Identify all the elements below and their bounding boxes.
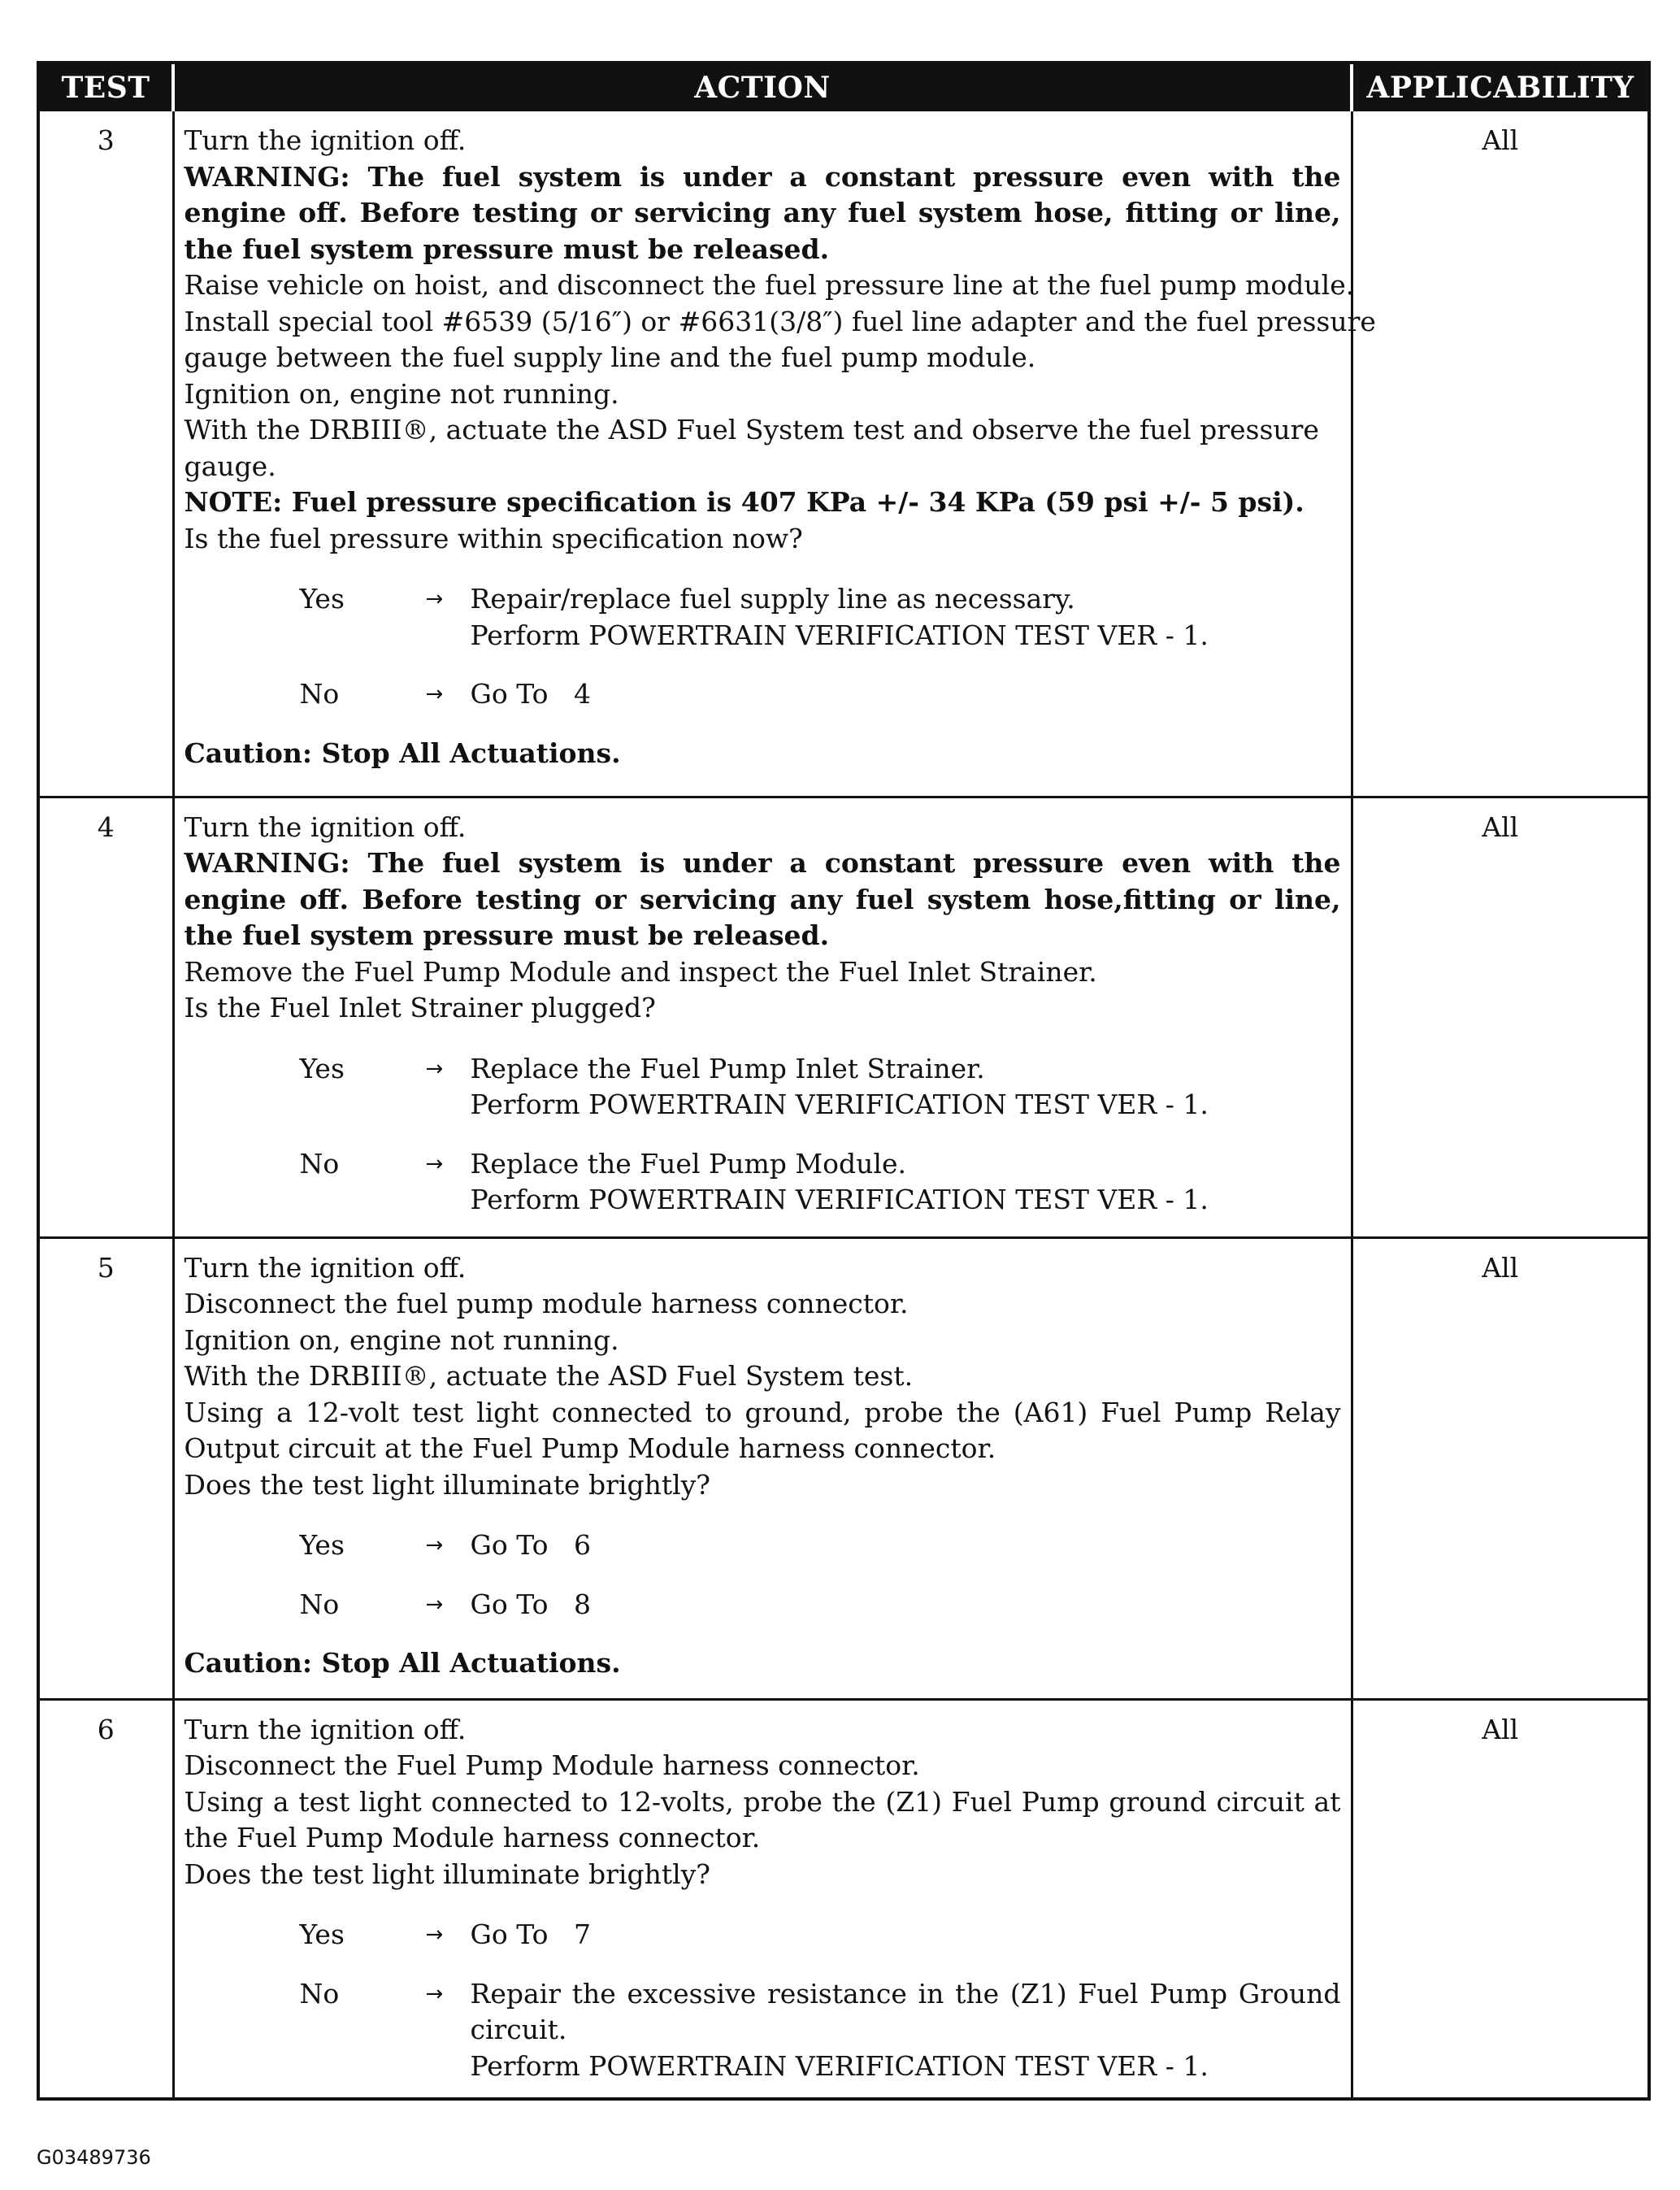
- action-line: Disconnect the Fuel Pump Module harness connector.: [184, 1749, 920, 1781]
- action-line: Raise vehicle on hoist, and disconnect the fuel pressure line at the fuel pump module.: [184, 269, 1355, 301]
- right-arrow-icon: →: [425, 1533, 444, 1558]
- result-line: Repair/replace fuel supply line as necessary.: [470, 583, 1075, 615]
- action-line: Turn the ignition off.: [184, 1713, 467, 1745]
- warning-line: engine off. Before testing or servicing any fuel system hose, fitting or line,: [184, 197, 1341, 228]
- question-line: Does the test light illuminate brightly?: [184, 1858, 710, 1890]
- no-label: No: [299, 1147, 340, 1180]
- action-cell: [173, 1237, 1352, 1699]
- no-text: Go To 8: [470, 1588, 591, 1620]
- test-number: 4: [40, 797, 173, 1237]
- header-action: ACTION: [173, 64, 1352, 111]
- caution-line: Caution: Stop All Actuations.: [184, 1647, 621, 1679]
- table-row-test-6: [40, 1699, 1647, 2097]
- action-line: Using a 12-volt test light connected to ground, probe the (A61) Fuel Pump Relay: [184, 1396, 1341, 1428]
- no-text: [471, 1976, 1341, 2085]
- yes-label: Yes: [299, 583, 345, 615]
- action-line: Turn the ignition off.: [184, 124, 467, 156]
- applicability-cell: All: [1352, 797, 1647, 1237]
- table-row-test-5: [40, 1237, 1647, 1699]
- yes-text: Go To 7: [470, 1918, 591, 1950]
- figure-id: G03489736: [37, 2146, 151, 2169]
- right-arrow-icon: →: [425, 1056, 444, 1081]
- question-line: Is the Fuel Inlet Strainer plugged?: [184, 992, 656, 1023]
- diagnostic-table: [40, 64, 1647, 2097]
- test-number: 3: [40, 111, 173, 797]
- yes-result: [300, 1917, 1341, 1953]
- applicability-cell: All: [1352, 1237, 1647, 1699]
- no-label: No: [299, 1977, 340, 2010]
- result-line: Perform POWERTRAIN VERIFICATION TEST VER - 1.: [470, 1184, 1209, 1215]
- yes-text: Go To 6: [470, 1529, 591, 1561]
- right-arrow-icon: →: [425, 1923, 444, 1947]
- result-line: circuit.: [470, 2014, 567, 2045]
- test-number: 6: [40, 1699, 173, 2097]
- yes-result: [300, 1051, 1341, 1123]
- result-line: Replace the Fuel Pump Inlet Strainer.: [470, 1052, 985, 1084]
- action-line: gauge.: [184, 450, 276, 482]
- no-text: Go To 4: [470, 678, 591, 710]
- yes-label: Yes: [299, 1918, 345, 1950]
- right-arrow-icon: →: [425, 1981, 444, 2006]
- result-line: Perform POWERTRAIN VERIFICATION TEST VER - 1.: [470, 619, 1209, 651]
- yes-result: [300, 1527, 1341, 1564]
- action-cell: [173, 1699, 1352, 2097]
- action-line: the Fuel Pump Module harness connector.: [184, 1822, 761, 1853]
- result-line: Perform POWERTRAIN VERIFICATION TEST VER - 1.: [470, 2049, 1209, 2082]
- action-line: gauge between the fuel supply line and the fuel pump module.: [184, 341, 1036, 373]
- no-result: [300, 1587, 1341, 1623]
- test-number: 5: [40, 1237, 173, 1699]
- applicability-cell: All: [1352, 1699, 1647, 2097]
- action-cell: [173, 797, 1352, 1237]
- no-result: [300, 1976, 1341, 2085]
- question-line: Is the fuel pressure within specification now?: [184, 522, 803, 554]
- warning-line: the fuel system pressure must be released.: [184, 919, 830, 951]
- action-line: Install special tool #6539 (5/16″) or #6631(3/8″) fuel line adapter and the fuel pressure: [184, 305, 1376, 337]
- action-line: Remove the Fuel Pump Module and inspect the Fuel Inlet Strainer.: [184, 955, 1097, 988]
- action-line: Turn the ignition off.: [184, 1251, 467, 1284]
- note-line: NOTE: Fuel pressure specification is 407 KPa +/- 34 KPa (59 psi +/- 5 psi).: [184, 486, 1304, 518]
- caution-line: Caution: Stop All Actuations.: [184, 737, 621, 769]
- question-line: Does the test light illuminate brightly?: [184, 1468, 710, 1501]
- applicability-cell: All: [1482, 124, 1519, 156]
- yes-label: Yes: [299, 1052, 345, 1084]
- action-cell: [173, 111, 1376, 797]
- right-arrow-icon: →: [425, 1592, 444, 1617]
- action-line: Using a test light connected to 12-volts, probe the (Z1) Fuel Pump ground circuit at: [184, 1785, 1341, 1818]
- no-result: [300, 676, 1341, 713]
- result-line: Replace the Fuel Pump Module.: [470, 1147, 906, 1180]
- yes-text: [471, 1051, 1341, 1123]
- result-line: Perform POWERTRAIN VERIFICATION TEST VER - 1.: [470, 1088, 1209, 1120]
- table-row-test-4: [40, 797, 1647, 1237]
- yes-text: [471, 581, 1341, 654]
- right-arrow-icon: →: [425, 1151, 444, 1176]
- warning-line: engine off. Before testing or servicing any fuel system hose,fitting or line,: [184, 883, 1341, 915]
- warning-line: WARNING: The fuel system is under a constant pressure even with the: [184, 160, 1341, 193]
- table-header-row: [40, 64, 1647, 111]
- action-line: Turn the ignition off.: [184, 810, 467, 843]
- action-line: Ignition on, engine not running.: [184, 377, 619, 410]
- yes-label: Yes: [299, 1529, 345, 1561]
- no-label: No: [299, 1588, 340, 1620]
- yes-result: [300, 581, 1341, 654]
- table-row-test-3: [40, 111, 1647, 797]
- warning-line: the fuel system pressure must be released.: [184, 232, 830, 265]
- no-result: [300, 1146, 1341, 1219]
- action-line: Disconnect the fuel pump module harness connector.: [184, 1288, 909, 1319]
- right-arrow-icon: →: [425, 682, 444, 706]
- result-line: Repair the excessive resistance in the (Z1) Fuel Pump Ground: [470, 1977, 1341, 2010]
- right-arrow-icon: →: [425, 587, 444, 611]
- action-line: Ignition on, engine not running.: [184, 1323, 619, 1356]
- no-label: No: [299, 678, 340, 710]
- header-test: TEST: [40, 64, 173, 111]
- warning-line: WARNING: The fuel system is under a constant pressure even with the: [184, 847, 1341, 879]
- diagnostic-table-frame: [37, 61, 1651, 2101]
- action-line: With the DRBIII®, actuate the ASD Fuel System test.: [184, 1360, 914, 1392]
- action-line: Output circuit at the Fuel Pump Module harness connector.: [184, 1432, 996, 1464]
- no-text: [471, 1146, 1341, 1219]
- header-applicability: APPLICABILITY: [1352, 64, 1647, 111]
- action-line: With the DRBIII®, actuate the ASD Fuel System test and observe the fuel pressure: [184, 414, 1319, 445]
